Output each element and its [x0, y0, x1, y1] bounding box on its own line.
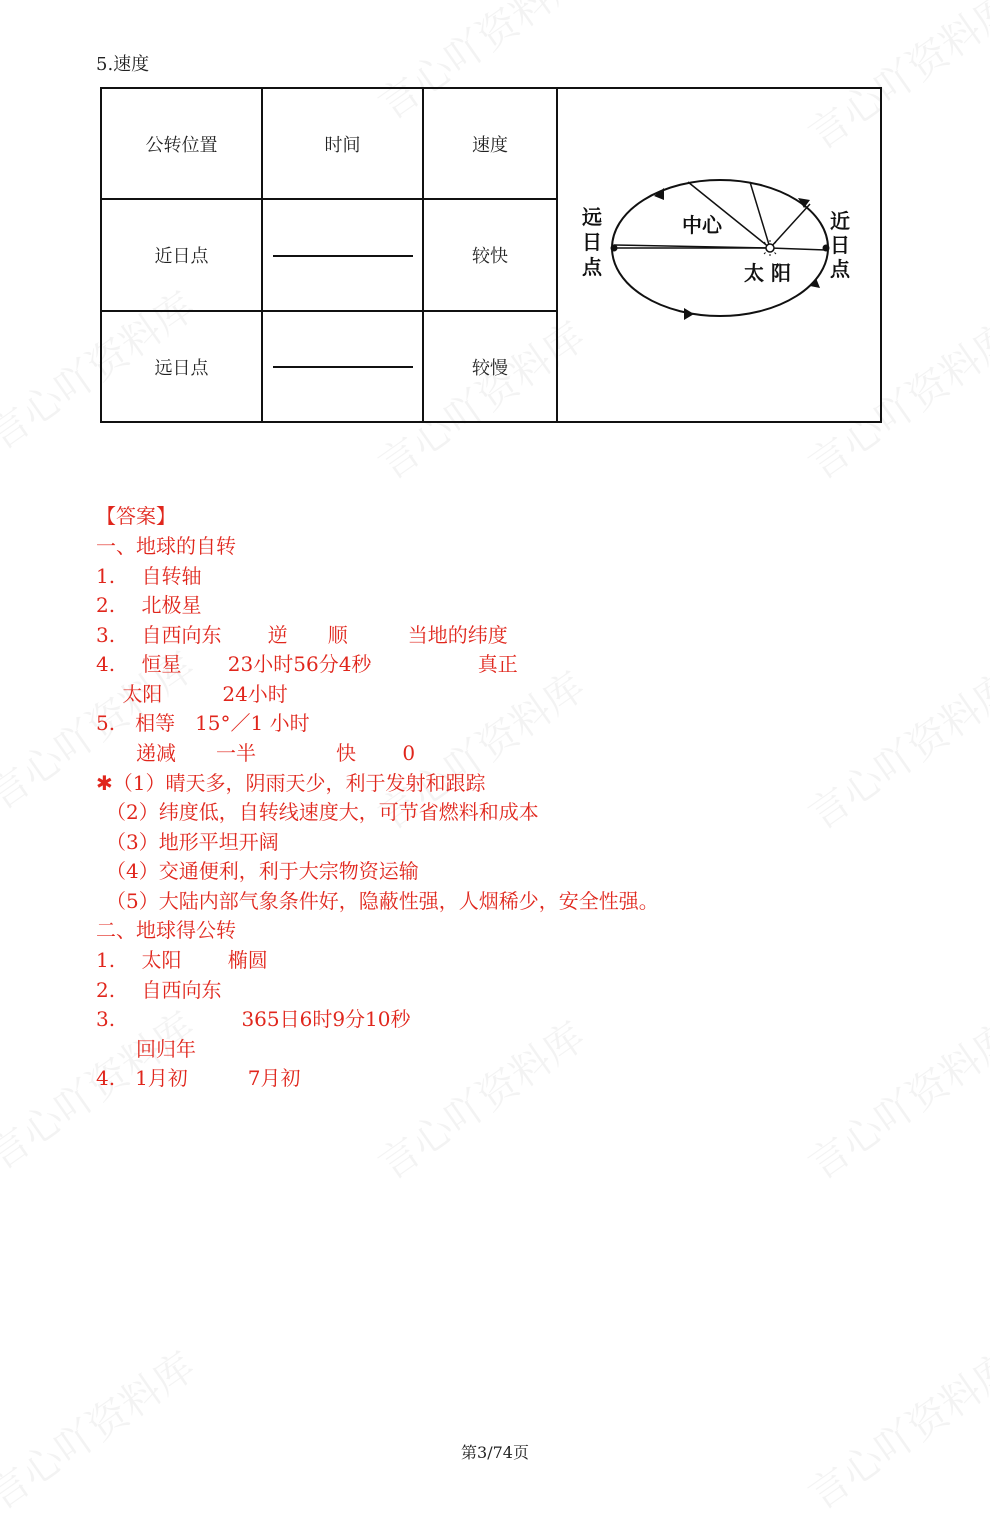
page-number: 第3/74页	[461, 1443, 529, 1462]
watermark	[795, 656, 990, 840]
answer-line: 太阳 24小时	[96, 682, 288, 706]
answer-line: 回归年	[96, 1037, 196, 1061]
answer-line: 4. 1月初 7月初	[96, 1066, 301, 1090]
watermark	[365, 1006, 594, 1190]
perihelion-label-2: 日	[830, 233, 850, 257]
radius-line	[770, 204, 810, 248]
speed-table	[100, 87, 882, 423]
aphelion-label-1: 远	[582, 205, 602, 229]
perihelion-label-3: 点	[830, 257, 850, 281]
cell-position: 近日点	[101, 199, 262, 311]
answer-line: 3. 自西向东 逆 顺 当地的纬度	[96, 623, 508, 647]
answer-line: 2. 自西向东	[96, 978, 222, 1002]
watermark	[795, 1336, 990, 1520]
header-speed: 速度	[423, 88, 557, 199]
answer-line: 4. 恒星 23小时56分4秒 真正	[96, 652, 518, 676]
fill-in-blank	[273, 255, 413, 257]
cell-time-blank	[262, 199, 423, 311]
radius-line	[770, 248, 826, 250]
answer-line: （2）纬度低，自转线速度大，可节省燃料和成本	[96, 800, 539, 824]
answer-line: 递减 一半 快 0	[96, 741, 416, 765]
center-label: 中心	[682, 213, 722, 237]
header-time: 时间	[262, 88, 423, 199]
aphelion-dot	[611, 245, 618, 252]
watermark	[795, 1006, 990, 1190]
table-header-row	[101, 88, 881, 199]
aphelion-label-3: 点	[582, 255, 602, 279]
watermark	[0, 1336, 205, 1520]
answer-line: 一、地球的自转	[96, 534, 236, 558]
aphelion-label-2: 日	[582, 230, 602, 254]
cell-position: 远日点	[101, 311, 262, 422]
radius-line	[750, 182, 770, 248]
answer-line: 1. 自转轴	[96, 564, 202, 588]
answer-line: （5）大陆内部气象条件好，隐蔽性强，人烟稀少，安全性强。	[96, 889, 659, 913]
answer-heading: 【答案】	[96, 504, 176, 528]
answer-line: 2. 北极星	[96, 593, 202, 617]
answer-line: （4）交通便利，利于大宗物资运输	[96, 859, 419, 883]
cell-speed: 较快	[423, 199, 557, 311]
cell-time-blank	[262, 311, 423, 422]
answer-line: ✱（1）晴天多，阴雨天少，利于发射和跟踪	[96, 771, 486, 795]
answer-line: 二、地球得公转	[96, 918, 236, 942]
answer-line: 3. 365日6时9分10秒	[96, 1007, 411, 1031]
answer-line: 5. 相等 15°／1 小时	[96, 711, 310, 735]
orbit-diagram-cell	[557, 88, 881, 422]
perihelion-dot	[823, 245, 830, 252]
direction-arrow	[684, 308, 694, 320]
sun-label: 太 阳	[744, 261, 791, 285]
answer-line: 1. 太阳 椭圆	[96, 948, 268, 972]
cell-speed: 较慢	[423, 311, 557, 422]
perihelion-label-1: 近	[830, 209, 850, 233]
orbit-diagram	[558, 90, 878, 420]
fill-in-blank	[273, 366, 413, 368]
header-position: 公转位置	[101, 88, 262, 199]
section-title: 5.速度	[96, 54, 150, 75]
answer-line: （3）地形平坦开阔	[96, 830, 279, 854]
